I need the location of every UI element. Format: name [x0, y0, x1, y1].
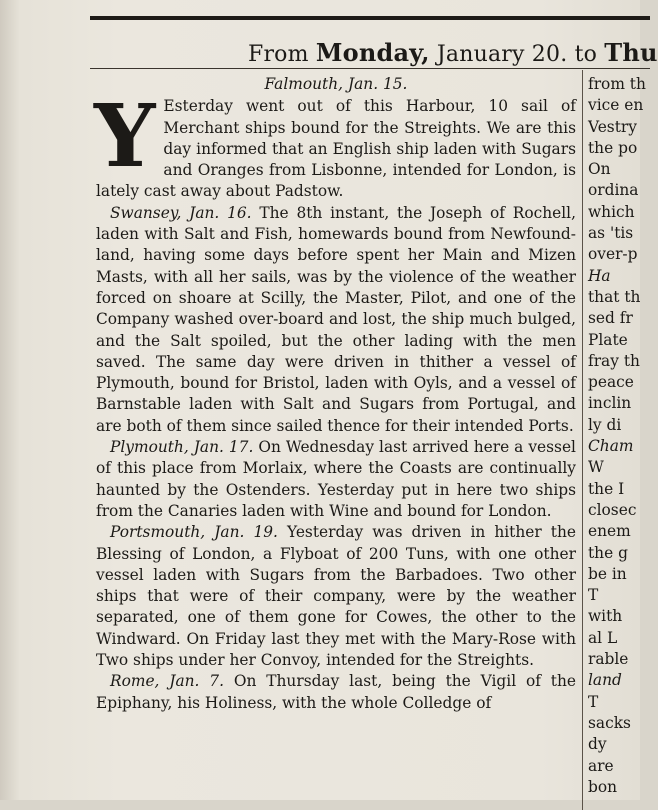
main-column: [96, 74, 576, 714]
right-column-line: be in: [588, 564, 627, 583]
right-column-line: Vestry: [588, 117, 637, 136]
right-column-line: the po: [588, 138, 638, 157]
rome-text: On Thursday last, being the Vigil of the Epiphany, his Holiness, with the whole Colledge of: [96, 672, 576, 712]
right-column-line: fray th: [588, 351, 640, 370]
right-column-line: W: [588, 458, 604, 477]
right-column-line: T: [588, 586, 599, 605]
plymouth-paragraph: [96, 437, 576, 522]
swansey-paragraph: [96, 203, 576, 437]
right-column-line: enem: [588, 522, 631, 541]
dateline-date: January 20. to: [436, 42, 598, 67]
right-column-line: sacks: [588, 713, 631, 732]
right-column-line: ordina: [588, 181, 639, 200]
plymouth-dateline: Plymouth, Jan. 17.: [110, 438, 254, 457]
swansey-dateline: Swansey, Jan. 16.: [110, 203, 252, 222]
right-column-line: vice en: [588, 96, 644, 115]
right-column-line: which: [588, 202, 635, 221]
right-column-line: as 'tis: [588, 224, 634, 243]
right-column-line: inclin: [588, 394, 632, 413]
right-column-line: al L: [588, 628, 618, 647]
right-column-line: the I: [588, 479, 625, 498]
dateline: [248, 38, 658, 67]
right-column-line: Cham: [588, 437, 634, 456]
rome-dateline: Rome, Jan. 7.: [110, 672, 224, 691]
right-column-line: rable: [588, 650, 629, 669]
portsmouth-dateline: Portsmouth, Jan. 19.: [110, 523, 278, 542]
right-column-fragment: [588, 74, 648, 798]
right-column-line: from th: [588, 75, 646, 93]
right-column-line: that th: [588, 287, 641, 306]
right-column-line: T: [588, 692, 599, 711]
right-column-line: are: [588, 756, 614, 775]
dateline-rule: [90, 68, 650, 69]
dateline-next-day: Thu: [604, 38, 658, 67]
right-column-line: with: [588, 607, 623, 626]
drop-cap: Y: [94, 86, 156, 188]
swansey-text: The 8th instant, the Joseph of Rochell, laden with Salt and Fish, homewards bound from Newfound-land, having some days before spent her Main and Mizen Masts, with all her sails, was by the violence of the weather forced on shoare at Scilly, the Master, Pilot, and one of the Company washed over-board and lost, the ship much bulged, and the Salt spoiled, but the other lading with the men saved. The same day were driven in thither a vessel of Plymouth, bound for Bristol, laden with Oyls, and a vessel of Barnstable laden with Salt and Sugars from Portugal, and are both of them since sailed thence for their intended Ports.: [96, 203, 576, 435]
rome-paragraph: [96, 671, 576, 714]
right-column-line: dy: [588, 735, 607, 754]
right-column-line: sed fr: [588, 309, 633, 328]
falmouth-heading: Falmouth, Jan. 15.: [264, 75, 408, 93]
right-column-line: Ha: [588, 266, 611, 285]
plymouth-text: On Wednesday last arrived here a vessel of this place from Morlaix, where the Coasts are continually haunted by the Ostenders. Yesterday put in here two ships from the Canaries laden with Wine and bound for London.: [96, 438, 576, 520]
right-column-line: peace: [588, 373, 634, 392]
falmouth-paragraph: [94, 86, 576, 202]
right-column-line: Plate: [588, 330, 628, 349]
column-divider: [582, 70, 583, 810]
portsmouth-paragraph: [96, 522, 576, 671]
right-column-line: closec: [588, 500, 637, 519]
right-column-line: land: [588, 671, 622, 690]
dateline-prefix: From: [248, 42, 309, 67]
falmouth-text: Esterday went out of this Harbour, 10 sail of Merchant ships bound for the Streights. We are this day informed that an English ship laden with Sugars and Oranges from Lisbonne, intended for London, is lately cast away about Padstow.: [96, 97, 576, 201]
right-column-line: On: [588, 160, 611, 179]
right-column-line: over-p: [588, 245, 638, 264]
right-column-line: the g: [588, 543, 628, 562]
dateline-day: Monday,: [315, 38, 430, 67]
right-column-line: bon: [588, 777, 618, 796]
portsmouth-text: Yesterday was driven in hither the Blessing of London, a Flyboat of 200 Tuns, with one other vessel laden with Sugars from the Barbadoes. Two other ships that were of their company, were by the weather separated, one of them gone for Cowes, the other to the Windward. On Friday last they met with the Mary-Rose with Two ships under her Convoy, intended for the Streights.: [96, 523, 576, 670]
top-rule: [90, 16, 650, 20]
right-column-line: ly di: [588, 415, 622, 434]
